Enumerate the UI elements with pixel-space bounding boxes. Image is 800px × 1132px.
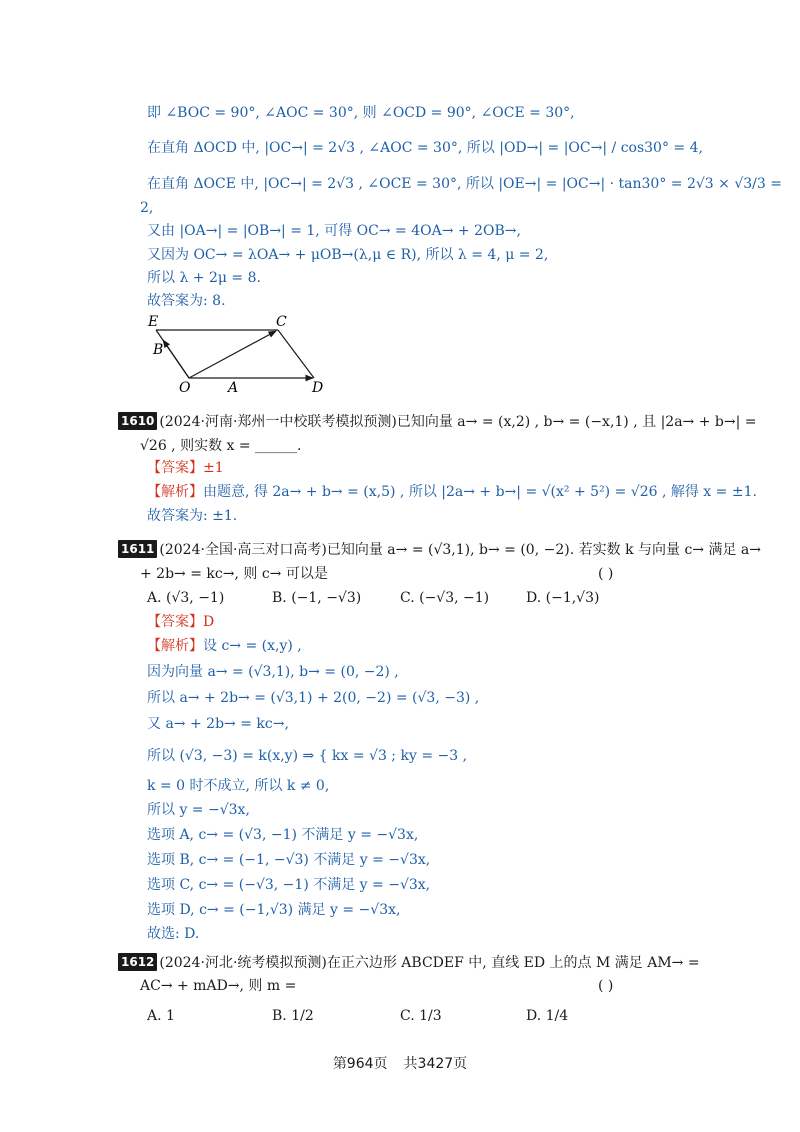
question-text: (2024·河北·统考模拟预测)在正六边形 ABCDEF 中, 直线 ED 上的点 M 满足 AM→ = <box>159 955 700 971</box>
analysis-line: 选项 B, c→ = (−1, −√3) 不满足 y = −√3x, <box>147 852 431 868</box>
answer-tag: 【答案】 <box>147 460 203 476</box>
label-E: E <box>148 314 159 330</box>
page-footer <box>0 1053 800 1073</box>
option-a: A. 1 <box>147 1008 175 1024</box>
label-O: O <box>179 380 191 396</box>
label-C: C <box>276 314 287 330</box>
question-text: + 2b→ = kc→, 则 c→ 可以是 <box>140 566 328 582</box>
question-1612 <box>118 953 700 973</box>
analysis-tag: 【解析】 <box>147 638 203 654</box>
solution-line: 在直角 ΔOCE 中, |OC→| = 2√3 , ∠OCE = 30°, 所以 |OE→| = |OC→| · tan30° = 2√3 × √3/3 = <box>147 176 782 192</box>
option-d: D. 1/4 <box>526 1008 569 1024</box>
analysis-text: 由题意, 得 2a→ + b→ = (x,5) , 所以 |2a→ + b→| = √(x² + 5²) = √26 , 解得 x = ±1. <box>203 484 757 500</box>
analysis-line: 选项 A, c→ = (√3, −1) 不满足 y = −√3x, <box>147 827 419 843</box>
question-number-badge: 1610 <box>118 412 157 430</box>
solution-line: 又因为 OC→ = λOA→ + μOB→(λ,μ ∈ R), 所以 λ = 4, μ = 2, <box>147 247 549 263</box>
question-number-badge: 1611 <box>118 540 157 558</box>
analysis-tag: 【解析】 <box>147 484 203 500</box>
analysis-line: 所以 a→ + 2b→ = (√3,1) + 2(0, −2) = (√3, −3) , <box>147 690 480 706</box>
parallelogram-figure <box>140 308 340 396</box>
analysis-line: 所以 y = −√3x, <box>147 802 250 818</box>
analysis-line <box>147 482 757 502</box>
answer-tag: 【答案】 <box>147 614 203 630</box>
label-B: B <box>153 342 164 358</box>
segment-CD <box>278 330 314 378</box>
solution-line: 在直角 ΔOCD 中, |OC→| = 2√3 , ∠AOC = 30°, 所以 |OD→| = |OC→| / cos30° = 4, <box>147 140 703 156</box>
label-A: A <box>228 380 239 396</box>
option-c: C. (−√3, −1) <box>400 590 490 606</box>
analysis-line <box>147 636 302 656</box>
question-number-badge: 1612 <box>118 953 157 971</box>
solution-line: 所以 λ + 2μ = 8. <box>147 270 261 286</box>
answer-paren: ( ) <box>598 566 614 582</box>
question-1610 <box>118 412 757 432</box>
conclusion-line: 故答案为: ±1. <box>147 508 238 524</box>
analysis-line: k = 0 时不成立, 所以 k ≠ 0, <box>147 778 330 794</box>
analysis-line: 故选: D. <box>147 926 200 942</box>
analysis-line: 所以 (√3, −3) = k(x,y) ⇒ { kx = √3 ; ky = −3 , <box>147 748 468 764</box>
analysis-text: 设 c→ = (x,y) , <box>203 638 302 654</box>
question-text: (2024·河南·郑州一中校联考模拟预测)已知向量 a→ = (x,2) , b→ = (−x,1) , 且 |2a→ + b→| = <box>159 414 757 430</box>
answer-value: ±1 <box>203 460 224 476</box>
solution-line: 即 ∠BOC = 90°, ∠AOC = 30°, 则 ∠OCD = 90°, ∠OCE = 30°, <box>147 105 575 121</box>
page-total: 共3427页 <box>403 1056 468 1072</box>
option-a: A. (√3, −1) <box>147 590 225 606</box>
option-d: D. (−1,√3) <box>526 590 600 606</box>
solution-line: 又由 |OA→| = |OB→| = 1, 可得 OC→ = 4OA→ + 2OB→, <box>147 223 521 239</box>
analysis-line: 又 a→ + 2b→ = kc→, <box>147 716 289 732</box>
page-number: 第964页 <box>332 1056 388 1072</box>
vector-OC <box>189 331 276 378</box>
question-text: √26 , 则实数 x = ______. <box>140 438 302 454</box>
analysis-line: 选项 D, c→ = (−1,√3) 满足 y = −√3x, <box>147 902 401 918</box>
analysis-line: 选项 C, c→ = (−√3, −1) 不满足 y = −√3x, <box>147 877 431 893</box>
option-c: C. 1/3 <box>400 1008 442 1024</box>
option-b: B. 1/2 <box>272 1008 314 1024</box>
solution-line: 2, <box>140 200 154 216</box>
answer-paren: ( ) <box>598 978 614 994</box>
label-D: D <box>312 380 324 396</box>
answer-value: D <box>203 614 215 630</box>
answer-line <box>147 458 224 478</box>
analysis-line: 因为向量 a→ = (√3,1), b→ = (0, −2) , <box>147 664 399 680</box>
question-1611 <box>118 540 761 560</box>
solution-line: 故答案为: 8. <box>147 293 226 309</box>
vector-OB <box>163 340 189 378</box>
answer-line <box>147 612 214 632</box>
question-text: (2024·全国·高三对口高考)已知向量 a→ = (√3,1), b→ = (0, −2). 若实数 k 与向量 c→ 满足 a→ <box>159 542 762 558</box>
question-text: AC→ + mAD→, 则 m = <box>140 978 297 994</box>
option-b: B. (−1, −√3) <box>272 590 362 606</box>
